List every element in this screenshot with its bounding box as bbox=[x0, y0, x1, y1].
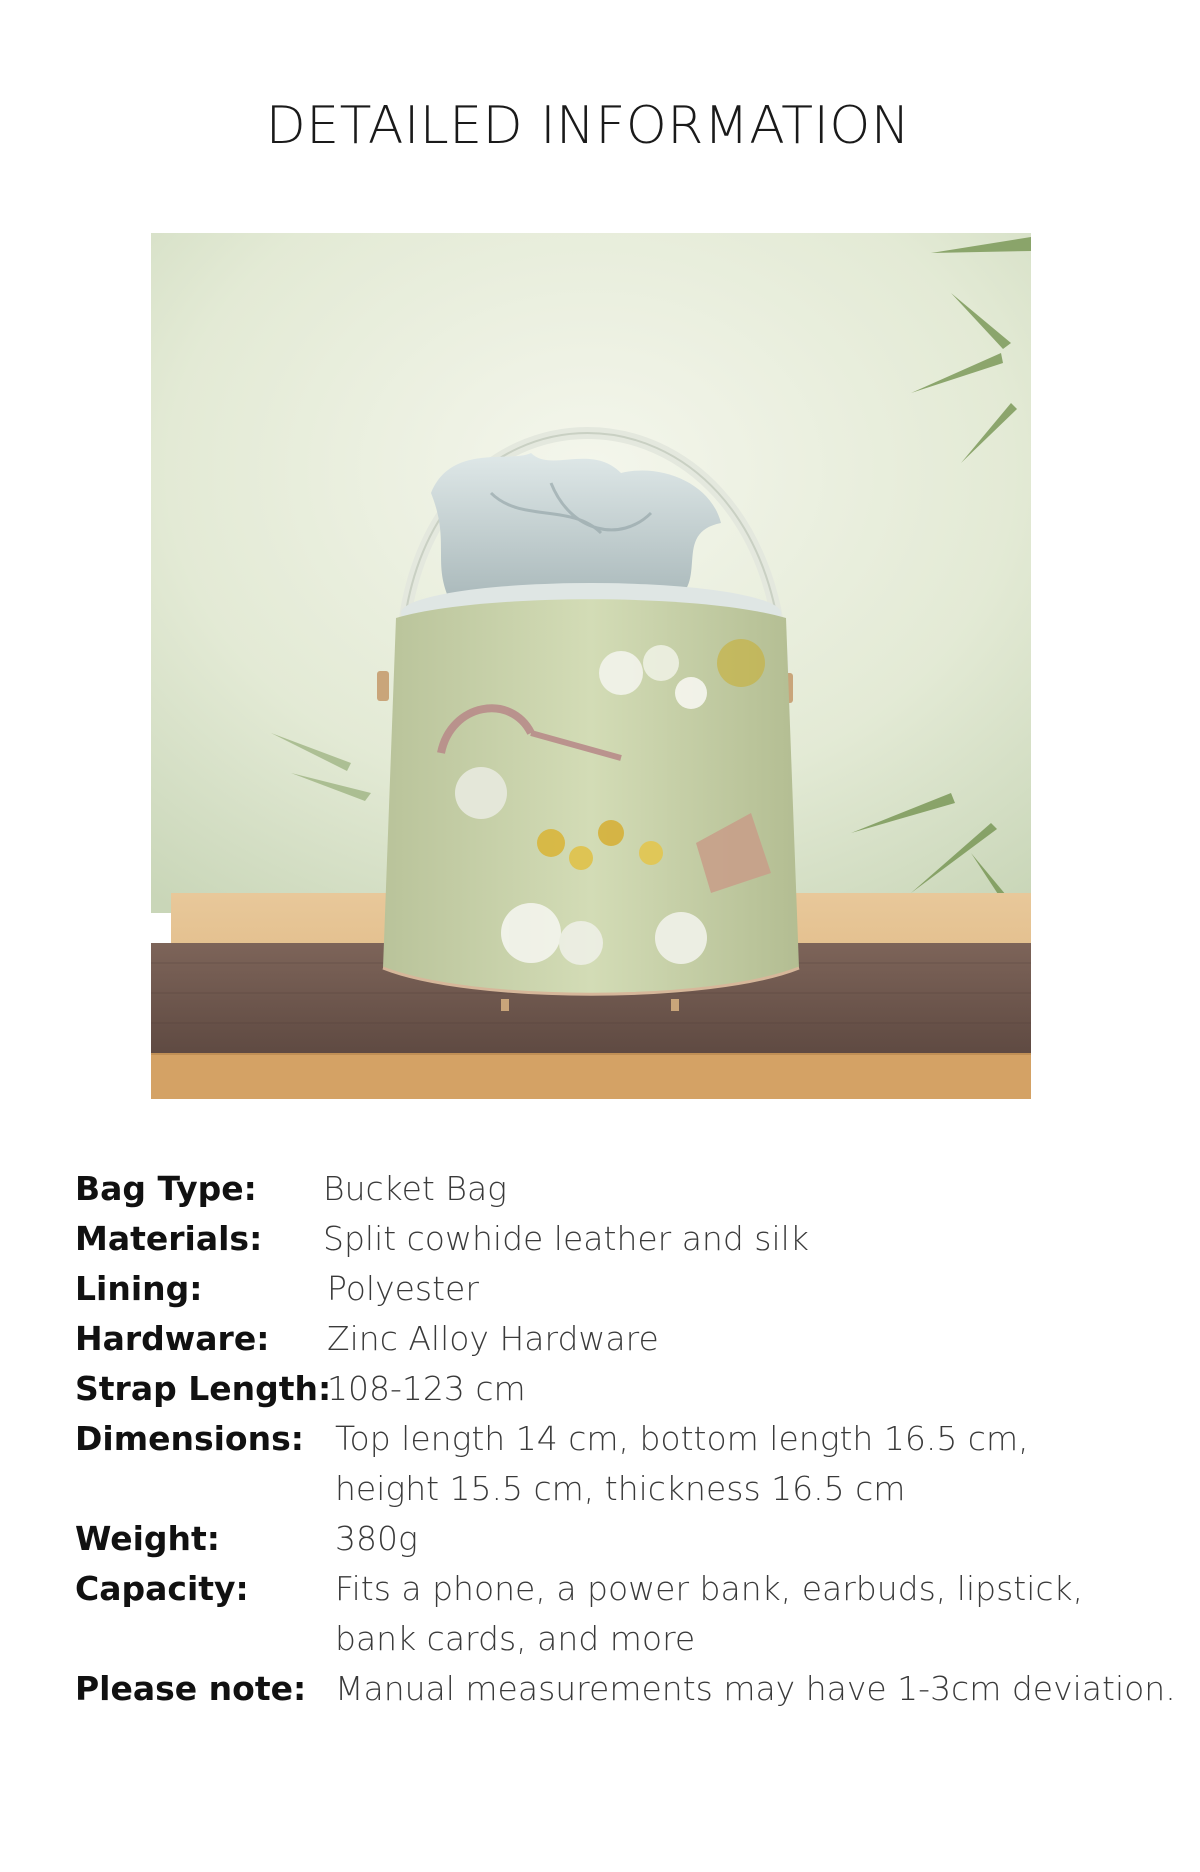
spec-value: Polyester bbox=[327, 1269, 479, 1308]
spec-label: Please note: bbox=[75, 1669, 307, 1708]
spec-value: Split cowhide leather and silk bbox=[323, 1219, 809, 1258]
spec-value: Bucket Bag bbox=[323, 1169, 507, 1208]
spec-value: 108-123 cm bbox=[327, 1369, 526, 1408]
page-title: DETAILED INFORMATION bbox=[265, 96, 911, 156]
spec-value: Zinc Alloy Hardware bbox=[327, 1319, 659, 1358]
spec-label: Materials: bbox=[75, 1219, 263, 1258]
spec-label: Strap Length: bbox=[75, 1369, 332, 1408]
spec-value: 380g bbox=[335, 1519, 418, 1558]
spec-value: Fits a phone, a power bank, earbuds, lipstick, bank cards, and more bbox=[335, 1569, 1084, 1658]
spec-label: Hardware: bbox=[75, 1319, 270, 1358]
spec-label: Weight: bbox=[75, 1519, 221, 1558]
spec-value: Manual measurements may have 1-3cm deviation. bbox=[335, 1669, 1176, 1708]
spec-label: Bag Type: bbox=[75, 1169, 257, 1208]
spec-label: Dimensions: bbox=[75, 1419, 304, 1458]
spec-label: Lining: bbox=[75, 1269, 203, 1308]
spec-label: Capacity: bbox=[75, 1569, 249, 1608]
product-photo bbox=[151, 233, 1031, 1099]
spec-value: Top length 14 cm, bottom length 16.5 cm, height 15.5 cm, thickness 16.5 cm bbox=[335, 1419, 1029, 1508]
